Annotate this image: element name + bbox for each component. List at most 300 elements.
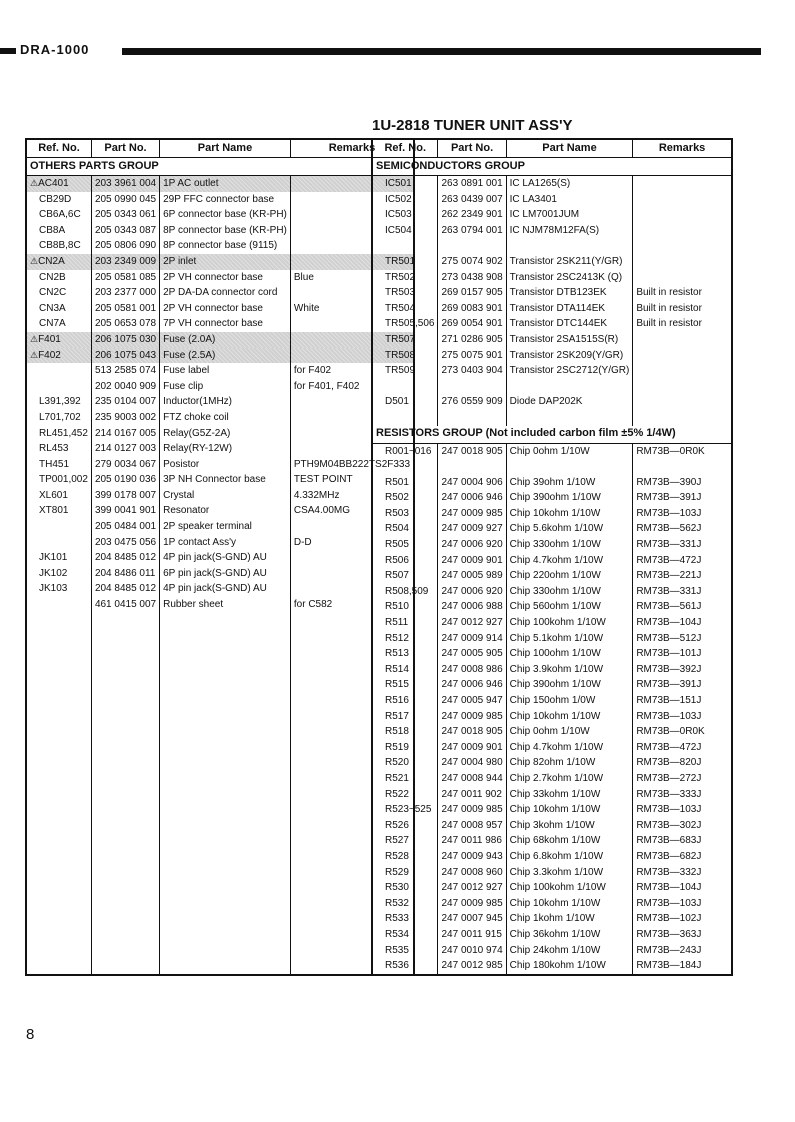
cell-part-no: 247 0005 905	[438, 646, 506, 662]
cell-remarks: RM73B—0R0K	[633, 724, 732, 740]
cell-remarks	[633, 459, 732, 475]
cell-remarks: RM73B—104J	[633, 880, 732, 896]
cell-ref: R513	[372, 646, 438, 662]
table-row	[372, 818, 732, 834]
table-row	[26, 597, 414, 613]
cell-part-no: 205 0581 001	[91, 301, 159, 317]
table-row	[372, 475, 732, 491]
cell-ref: R516	[372, 693, 438, 709]
cell-part-name: 1P contact Ass'y	[160, 535, 291, 551]
cell-ref: R533	[372, 911, 438, 927]
table-row	[26, 238, 414, 254]
cell-ref	[26, 254, 91, 270]
table-row	[26, 192, 414, 208]
cell-part-name: 7P VH connector base	[160, 316, 291, 332]
cell-part-no: 247 0006 988	[438, 599, 506, 615]
cell-part-name: Chip 10kohm 1/10W	[506, 802, 633, 818]
cell-part-no: 247 0011 915	[438, 927, 506, 943]
cell-ref: R523~525	[372, 802, 438, 818]
cell-ref	[26, 379, 91, 395]
ref-label: F401	[38, 333, 61, 345]
cell-part-name: Transistor 2SC2712(Y/GR)	[506, 363, 633, 379]
cell-part-name: 8P connector base (9115)	[160, 238, 291, 254]
cell-part-no	[438, 238, 506, 254]
cell-part-name: 29P FFC connector base	[160, 192, 291, 208]
group-title: OTHERS PARTS GROUP	[26, 158, 414, 176]
ref-label: F402	[38, 349, 61, 361]
cell-ref: RL453	[26, 441, 91, 457]
cell-part-no: 204 8485 012	[91, 550, 159, 566]
cell-part-no: 247 0012 927	[438, 880, 506, 896]
cell-remarks: RM73B—332J	[633, 865, 732, 881]
table-row	[26, 566, 414, 582]
cell-part-no: 235 9003 002	[91, 410, 159, 426]
cell-part-name: 6P pin jack(S-GND) AU	[160, 566, 291, 582]
table-row	[372, 363, 732, 379]
cell-remarks: for C582	[290, 597, 414, 613]
cell-part-name: Chip 560ohm 1/10W	[506, 599, 633, 615]
cell-ref: JK101	[26, 550, 91, 566]
cell-part-name: Chip 10kohm 1/10W	[506, 709, 633, 725]
cell-part-no: 276 0559 909	[438, 394, 506, 410]
filler-cell	[26, 613, 91, 975]
table-row	[372, 833, 732, 849]
cell-ref: R527	[372, 833, 438, 849]
cell-ref: R508,509	[372, 584, 438, 600]
cell-part-no: 205 0343 087	[91, 223, 159, 239]
cell-part-no: 247 0006 920	[438, 584, 506, 600]
table-row	[372, 896, 732, 912]
cell-part-name: IC LA3401	[506, 192, 633, 208]
cell-part-name: Rubber sheet	[160, 597, 291, 613]
cell-ref: IC501	[372, 176, 438, 192]
group-title: SEMICONDUCTORS GROUP	[372, 158, 732, 176]
cell-ref: CB8B,8C	[26, 238, 91, 254]
table-row	[26, 363, 414, 379]
ref-label: AC401	[38, 178, 69, 189]
cell-ref: CN3A	[26, 301, 91, 317]
cell-part-name: Fuse (2.5A)	[160, 348, 291, 364]
col-header-part: Part No.	[91, 139, 159, 158]
cell-remarks: RM73B—390J	[633, 475, 732, 491]
page-number: 8	[26, 1026, 35, 1043]
cell-part-name: 2P inlet	[160, 254, 291, 270]
cell-ref: R514	[372, 662, 438, 678]
cell-ref: XL601	[26, 488, 91, 504]
cell-part-name: 4P pin jack(S-GND) AU	[160, 581, 291, 597]
cell-remarks: RM73B—101J	[633, 646, 732, 662]
cell-remarks: Blue	[290, 270, 414, 286]
cell-ref: TR503	[372, 285, 438, 301]
cell-ref: CN2B	[26, 270, 91, 286]
cell-remarks: White	[290, 301, 414, 317]
cell-remarks: RM73B—562J	[633, 521, 732, 537]
cell-remarks	[633, 207, 732, 223]
cell-part-no: 399 0041 901	[91, 503, 159, 519]
cell-ref: R517	[372, 709, 438, 725]
cell-ref: R529	[372, 865, 438, 881]
model-title: DRA-1000	[20, 42, 90, 57]
cell-ref: R502	[372, 490, 438, 506]
safety-warning-icon: ⚠	[30, 178, 39, 188]
table-row	[372, 693, 732, 709]
cell-remarks	[633, 394, 732, 410]
cell-remarks: RM73B—472J	[633, 740, 732, 756]
cell-part-no: 247 0009 985	[438, 506, 506, 522]
cell-part-name: Crystal	[160, 488, 291, 504]
cell-part-name: Chip 5.1kohm 1/10W	[506, 631, 633, 647]
cell-ref: R001~016	[372, 443, 438, 459]
cell-ref	[26, 176, 91, 192]
table-row	[372, 771, 732, 787]
cell-part-no: 275 0075 901	[438, 348, 506, 364]
table-row	[26, 316, 414, 332]
cell-part-no: 247 0018 905	[438, 724, 506, 740]
cell-ref	[26, 348, 91, 364]
cell-part-no: 269 0157 905	[438, 285, 506, 301]
cell-part-no: 205 0190 036	[91, 472, 159, 488]
cell-part-no: 247 0008 944	[438, 771, 506, 787]
table-row	[26, 426, 414, 442]
cell-remarks: RM73B—103J	[633, 802, 732, 818]
cell-part-name: Chip 180kohm 1/10W	[506, 958, 633, 975]
cell-remarks: CSA4.00MG	[290, 503, 414, 519]
table-row	[372, 537, 732, 553]
cell-remarks	[633, 223, 732, 239]
cell-part-name: Transistor DTB123EK	[506, 285, 633, 301]
cell-ref: TR508	[372, 348, 438, 364]
cell-ref	[26, 597, 91, 613]
cell-part-name: Chip 2.7kohm 1/10W	[506, 771, 633, 787]
cell-part-name: Transistor 2SC2413K (Q)	[506, 270, 633, 286]
cell-part-name: Chip 24kohm 1/10W	[506, 943, 633, 959]
table-row	[26, 441, 414, 457]
cell-part-name: Chip 150ohm 1/0W	[506, 693, 633, 709]
cell-part-name: IC LM7001JUM	[506, 207, 633, 223]
safety-warning-icon: ⚠	[30, 255, 39, 266]
table-row	[372, 646, 732, 662]
table-row	[372, 316, 732, 332]
table-row	[372, 379, 732, 395]
cell-part-name: Chip 10kohm 1/10W	[506, 896, 633, 912]
cell-part-no: 262 2349 901	[438, 207, 506, 223]
table-row	[372, 568, 732, 584]
cell-remarks: RM73B—682J	[633, 849, 732, 865]
cell-part-name: Chip 330ohm 1/10W	[506, 537, 633, 553]
cell-part-no: 203 0475 056	[91, 535, 159, 551]
cell-part-name: Chip 1kohm 1/10W	[506, 911, 633, 927]
cell-part-name: Transistor DTA114EK	[506, 301, 633, 317]
cell-remarks: RM73B—102J	[633, 911, 732, 927]
cell-ref: TR501	[372, 254, 438, 270]
cell-part-no: 263 0794 001	[438, 223, 506, 239]
cell-ref: TR505,506	[372, 316, 438, 332]
cell-part-no: 279 0034 067	[91, 457, 159, 473]
cell-part-name	[506, 459, 633, 475]
table-header-row	[26, 139, 414, 158]
cell-remarks: PTH9M04BB222TS2F333	[290, 457, 414, 473]
table-header-row	[372, 139, 732, 158]
table-row	[372, 724, 732, 740]
cell-part-name: Fuse (2.0A)	[160, 332, 291, 348]
cell-remarks: RM73B—363J	[633, 927, 732, 943]
table-row	[372, 911, 732, 927]
cell-remarks: RM73B—103J	[633, 506, 732, 522]
cell-ref: IC502	[372, 192, 438, 208]
cell-ref: R512	[372, 631, 438, 647]
cell-part-name: Chip 0ohm 1/10W	[506, 443, 633, 459]
cell-part-no: 203 2377 000	[91, 285, 159, 301]
cell-remarks: RM73B—683J	[633, 833, 732, 849]
table-row	[372, 490, 732, 506]
cell-ref: JK102	[26, 566, 91, 582]
table-row	[372, 631, 732, 647]
table-row	[372, 301, 732, 317]
cell-part-name: Chip 390ohm 1/10W	[506, 677, 633, 693]
cell-part-no: 247 0010 974	[438, 943, 506, 959]
filler-row	[26, 613, 414, 975]
cell-part-no: 247 0006 946	[438, 677, 506, 693]
cell-ref: R530	[372, 880, 438, 896]
cell-ref: L391,392	[26, 394, 91, 410]
cell-ref: R519	[372, 740, 438, 756]
cell-ref: TP001,002	[26, 472, 91, 488]
table-row	[372, 394, 732, 410]
table-row	[372, 740, 732, 756]
safety-warning-icon: ⚠	[30, 333, 39, 344]
table-row	[372, 599, 732, 615]
cell-ref: R526	[372, 818, 438, 834]
cell-part-name: Chip 68kohm 1/10W	[506, 833, 633, 849]
cell-part-no: 247 0009 985	[438, 802, 506, 818]
cell-part-no: 269 0083 901	[438, 301, 506, 317]
cell-part-no: 271 0286 905	[438, 332, 506, 348]
table-row	[372, 521, 732, 537]
table-row	[372, 192, 732, 208]
cell-remarks: RM73B—243J	[633, 943, 732, 959]
filler-cell	[160, 613, 291, 975]
table-row	[26, 503, 414, 519]
cell-part-no: 203 3961 004	[91, 176, 159, 192]
cell-part-name: Chip 390ohm 1/10W	[506, 490, 633, 506]
cell-ref: R507	[372, 568, 438, 584]
cell-ref: R515	[372, 677, 438, 693]
cell-part-name: Posistor	[160, 457, 291, 473]
cell-part-name: Chip 330ohm 1/10W	[506, 584, 633, 600]
cell-remarks: RM73B—0R0K	[633, 443, 732, 459]
cell-part-no: 247 0011 986	[438, 833, 506, 849]
cell-part-name: 2P speaker terminal	[160, 519, 291, 535]
table-row	[26, 285, 414, 301]
table-row	[26, 223, 414, 239]
cell-ref: R510	[372, 599, 438, 615]
cell-part-no: 247 0008 960	[438, 865, 506, 881]
cell-part-name: Transistor 2SK211(Y/GR)	[506, 254, 633, 270]
cell-part-name	[506, 410, 633, 426]
cell-part-no: 247 0006 946	[438, 490, 506, 506]
cell-ref: TR507	[372, 332, 438, 348]
table-row	[372, 459, 732, 475]
table-row	[372, 270, 732, 286]
cell-part-no: 214 0167 005	[91, 426, 159, 442]
cell-part-no: 461 0415 007	[91, 597, 159, 613]
table-row	[372, 176, 732, 192]
cell-part-name: 1P AC outlet	[160, 176, 291, 192]
table-row	[26, 207, 414, 223]
cell-part-name: Chip 100ohm 1/10W	[506, 646, 633, 662]
cell-remarks	[633, 192, 732, 208]
cell-remarks: RM73B—272J	[633, 771, 732, 787]
cell-remarks	[633, 176, 732, 192]
col-header-ref: Ref. No.	[26, 139, 91, 158]
cell-remarks: for F401, F402	[290, 379, 414, 395]
others-parts-table	[25, 138, 415, 976]
group-title-row	[372, 158, 732, 176]
cell-remarks: RM73B—333J	[633, 787, 732, 803]
unit-title: 1U-2818 TUNER UNIT ASS'Y	[372, 117, 573, 134]
cell-part-no: 247 0011 902	[438, 787, 506, 803]
table-row	[372, 254, 732, 270]
cell-remarks: RM73B—103J	[633, 896, 732, 912]
cell-part-name	[506, 379, 633, 395]
cell-part-no	[438, 459, 506, 475]
cell-ref: R511	[372, 615, 438, 631]
cell-ref: L701,702	[26, 410, 91, 426]
table-row	[372, 755, 732, 771]
cell-ref	[26, 535, 91, 551]
table-row	[372, 802, 732, 818]
cell-remarks	[633, 238, 732, 254]
cell-remarks: RM73B—391J	[633, 490, 732, 506]
cell-part-no: 205 0653 078	[91, 316, 159, 332]
cell-part-name	[506, 238, 633, 254]
cell-part-no: 247 0008 957	[438, 818, 506, 834]
filler-cell	[91, 613, 159, 975]
cell-ref: R520	[372, 755, 438, 771]
cell-ref: R528	[372, 849, 438, 865]
cell-ref: JK103	[26, 581, 91, 597]
cell-ref: TH451	[26, 457, 91, 473]
cell-part-no	[438, 379, 506, 395]
cell-ref	[372, 379, 438, 395]
cell-part-name: 8P connector base (KR-PH)	[160, 223, 291, 239]
cell-part-no	[438, 410, 506, 426]
cell-remarks: Built in resistor	[633, 301, 732, 317]
cell-part-no: 203 2349 009	[91, 254, 159, 270]
cell-part-no: 247 0012 985	[438, 958, 506, 975]
cell-part-name: 2P VH connector base	[160, 270, 291, 286]
cell-remarks	[633, 270, 732, 286]
cell-part-no: 247 0012 927	[438, 615, 506, 631]
cell-remarks: RM73B—331J	[633, 537, 732, 553]
table-row	[372, 958, 732, 975]
cell-remarks: Built in resistor	[633, 285, 732, 301]
cell-part-no: 247 0009 901	[438, 553, 506, 569]
cell-part-name: Transistor 2SK209(Y/GR)	[506, 348, 633, 364]
cell-remarks	[633, 379, 732, 395]
cell-remarks: RM73B—103J	[633, 709, 732, 725]
cell-ref: TR502	[372, 270, 438, 286]
cell-remarks: for F402	[290, 363, 414, 379]
cell-remarks: RM73B—472J	[633, 553, 732, 569]
cell-part-name: Fuse label	[160, 363, 291, 379]
cell-remarks: RM73B—221J	[633, 568, 732, 584]
table-row	[372, 677, 732, 693]
cell-part-no: 273 0438 908	[438, 270, 506, 286]
cell-part-no: 513 2585 074	[91, 363, 159, 379]
table-row	[26, 457, 414, 473]
cell-part-name: Chip 6.8kohm 1/10W	[506, 849, 633, 865]
table-row	[372, 223, 732, 239]
table-row	[372, 285, 732, 301]
cell-part-no: 275 0074 902	[438, 254, 506, 270]
cell-part-name: 3P NH Connector base	[160, 472, 291, 488]
col-header-name: Part Name	[506, 139, 633, 158]
cell-part-name: Chip 100kohm 1/10W	[506, 880, 633, 896]
cell-ref: R522	[372, 787, 438, 803]
cell-part-no: 205 0990 045	[91, 192, 159, 208]
cell-remarks: RM73B—392J	[633, 662, 732, 678]
cell-remarks	[633, 254, 732, 270]
cell-ref	[26, 363, 91, 379]
table-row	[26, 301, 414, 317]
cell-part-name: Chip 0ohm 1/10W	[506, 724, 633, 740]
cell-ref	[372, 238, 438, 254]
cell-part-name: 4P pin jack(S-GND) AU	[160, 550, 291, 566]
table-row	[372, 849, 732, 865]
cell-part-no: 247 0018 905	[438, 443, 506, 459]
cell-part-no: 205 0484 001	[91, 519, 159, 535]
cell-ref: R501	[372, 475, 438, 491]
cell-remarks: RM73B—184J	[633, 958, 732, 975]
cell-remarks: TEST POINT	[290, 472, 414, 488]
ref-label: CN2A	[38, 255, 65, 267]
cell-ref: R503	[372, 506, 438, 522]
cell-ref: R505	[372, 537, 438, 553]
cell-remarks	[633, 410, 732, 426]
header-bar	[0, 44, 761, 58]
cell-part-no: 202 0040 909	[91, 379, 159, 395]
col-header-remarks: Remarks	[633, 139, 732, 158]
table-row	[372, 880, 732, 896]
cell-remarks	[633, 348, 732, 364]
cell-remarks: Built in resistor	[633, 316, 732, 332]
cell-part-name: Chip 82ohm 1/10W	[506, 755, 633, 771]
cell-part-no: 247 0006 920	[438, 537, 506, 553]
cell-part-no: 263 0891 001	[438, 176, 506, 192]
cell-part-name: IC NJM78M12FA(S)	[506, 223, 633, 239]
cell-remarks: D-D	[290, 535, 414, 551]
cell-remarks	[633, 332, 732, 348]
table-row	[26, 379, 414, 395]
cell-part-name: 2P VH connector base	[160, 301, 291, 317]
cell-ref	[372, 459, 438, 475]
cell-remarks: RM73B—512J	[633, 631, 732, 647]
cell-part-name: Chip 4.7kohm 1/10W	[506, 740, 633, 756]
cell-part-name: Relay(G5Z-2A)	[160, 426, 291, 442]
cell-remarks: RM73B—151J	[633, 693, 732, 709]
col-header-name: Part Name	[160, 139, 291, 158]
cell-part-no: 247 0005 947	[438, 693, 506, 709]
table-row	[372, 615, 732, 631]
cell-part-no: 247 0009 985	[438, 709, 506, 725]
table-row	[26, 270, 414, 286]
cell-remarks: RM73B—104J	[633, 615, 732, 631]
cell-ref: IC504	[372, 223, 438, 239]
table-row	[372, 348, 732, 364]
tuner-parts-table	[371, 138, 733, 976]
cell-remarks: RM73B—820J	[633, 755, 732, 771]
